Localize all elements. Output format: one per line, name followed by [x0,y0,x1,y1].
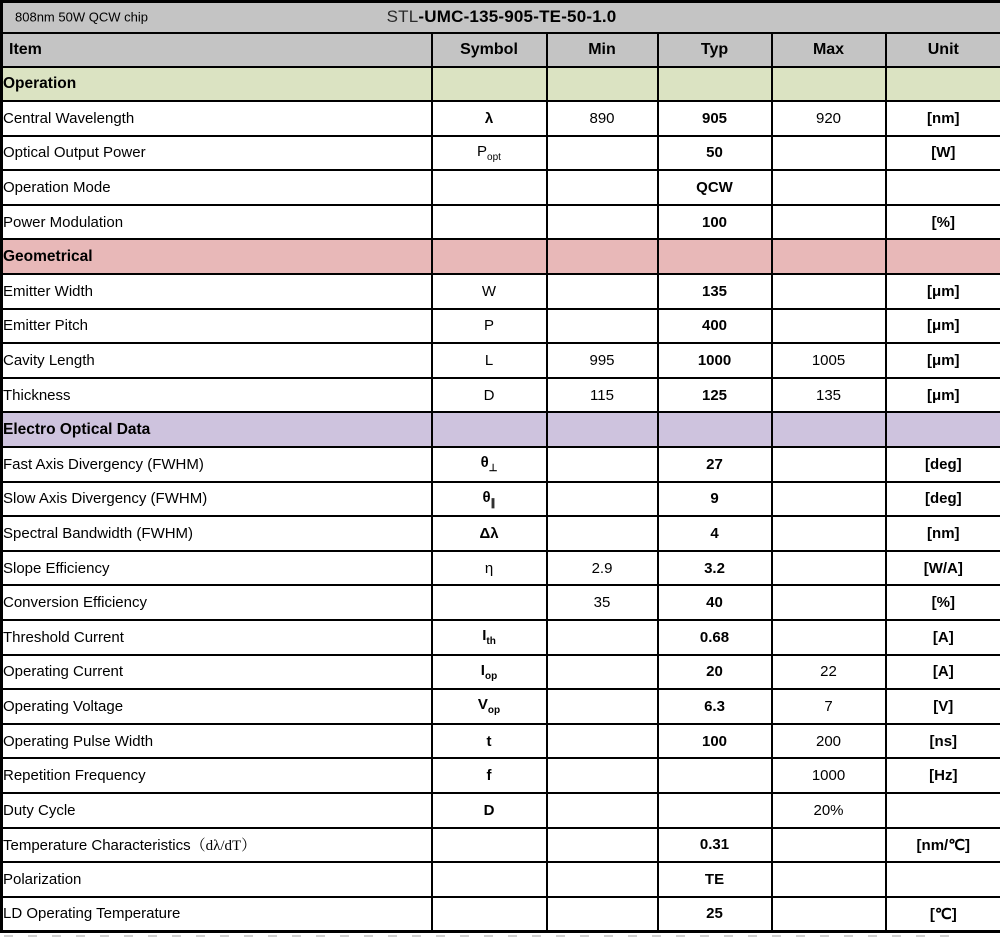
column-header-item: Item [2,33,432,67]
symbol-base: V [477,696,488,714]
item-cell: Polarization [2,862,432,897]
section-title-cell [2,67,432,102]
spec-row [2,205,1000,240]
unit-cell: [deg] [886,447,1000,482]
min-cell: 995 [547,343,658,378]
part-number-title [387,7,617,26]
item-cell: Power Modulation [2,205,432,240]
typ-cell [658,793,772,828]
typ-cell: QCW [658,170,772,205]
symbol-cell [432,585,547,620]
item-cell: Optical Output Power [2,136,432,171]
symbol-subscript: ∥ [490,497,496,509]
min-cell [547,897,658,932]
typ-cell: 100 [658,724,772,759]
typ-cell: 400 [658,309,772,344]
symbol-cell [432,793,547,828]
symbol-cell [432,828,547,863]
symbol-subscript: ⊥ [488,463,498,475]
symbol-cell [432,758,547,793]
unit-cell: [μm] [886,274,1000,309]
spec-row [2,482,1000,517]
section-title-cell [2,239,432,274]
section-empty-cell [547,412,658,447]
max-cell [772,447,886,482]
max-cell: 920 [772,101,886,136]
item-formula-note: （dλ/dT） [190,838,257,855]
max-cell [772,309,886,344]
unit-cell: [μm] [886,309,1000,344]
min-cell: 115 [547,378,658,413]
symbol-subscript: opt [487,151,501,163]
item-cell: Conversion Efficiency [2,585,432,620]
min-cell [547,170,658,205]
max-cell [772,205,886,240]
max-cell: 135 [772,378,886,413]
symbol-cell [432,101,547,136]
typ-cell: 905 [658,101,772,136]
item-cell: Cavity Length [2,343,432,378]
section-empty-cell [658,239,772,274]
typ-cell: 125 [658,378,772,413]
symbol-cell [432,620,547,655]
symbol-cell [432,274,547,309]
unit-cell: [W/A] [886,551,1000,586]
symbol-base: P [483,317,494,335]
min-cell [547,482,658,517]
symbol-cell [432,516,547,551]
unit-cell: [nm] [886,516,1000,551]
min-cell: 2.9 [547,551,658,586]
min-cell [547,136,658,171]
section-empty-cell [432,67,547,102]
symbol-cell [432,309,547,344]
typ-cell: 3.2 [658,551,772,586]
item-cell: Operating Voltage [2,689,432,724]
column-header-max: Max [772,33,886,67]
min-cell [547,862,658,897]
max-cell [772,170,886,205]
section-empty-cell [886,67,1000,102]
section-label: Electro Optical Data [3,420,151,438]
unit-cell: [℃] [886,897,1000,932]
section-empty-cell [547,239,658,274]
min-cell: 35 [547,585,658,620]
min-cell [547,205,658,240]
unit-cell [886,793,1000,828]
symbol-cell [432,205,547,240]
min-cell [547,689,658,724]
item-cell: Duty Cycle [2,793,432,828]
typ-cell: 27 [658,447,772,482]
item-cell: Slope Efficiency [2,551,432,586]
typ-cell: 4 [658,516,772,551]
unit-cell: [nm] [886,101,1000,136]
max-cell: 22 [772,655,886,690]
unit-cell: [Hz] [886,758,1000,793]
symbol-cell [432,897,547,932]
section-empty-cell [658,67,772,102]
unit-cell: [μm] [886,378,1000,413]
section-empty-cell [658,412,772,447]
max-cell [772,862,886,897]
unit-cell: [%] [886,205,1000,240]
symbol-cell [432,862,547,897]
symbol-cell [432,447,547,482]
item-cell: Repetition Frequency [2,758,432,793]
spec-row [2,689,1000,724]
item-cell: Temperature Characteristics（dλ/dT） [2,828,432,863]
item-cell: Thickness [2,378,432,413]
section-empty-cell [772,412,886,447]
symbol-cell [432,655,547,690]
item-cell: Operation Mode [2,170,432,205]
symbol-base: θ [482,488,491,506]
symbol-base: θ [480,454,489,472]
symbol-cell [432,378,547,413]
column-header-typ: Typ [658,33,772,67]
spec-row [2,447,1000,482]
symbol-base: D [483,801,495,819]
section-empty-cell [886,239,1000,274]
symbol-cell [432,343,547,378]
min-cell [547,828,658,863]
typ-cell: 135 [658,274,772,309]
spec-row [2,101,1000,136]
spec-row [2,274,1000,309]
chip-type-label: 808nm 50W QCW chip [15,9,148,25]
min-cell [547,447,658,482]
spec-row [2,551,1000,586]
unit-cell: [deg] [886,482,1000,517]
typ-cell: 40 [658,585,772,620]
section-label: Operation [3,74,77,92]
typ-cell: 100 [658,205,772,240]
max-cell [772,482,886,517]
spec-row [2,655,1000,690]
section-empty-cell [547,67,658,102]
item-cell: Operating Current [2,655,432,690]
column-header-row [2,33,1000,67]
spec-row [2,828,1000,863]
min-cell [547,516,658,551]
symbol-cell [432,170,547,205]
min-cell [547,724,658,759]
unit-cell [886,170,1000,205]
spec-row [2,309,1000,344]
max-cell: 7 [772,689,886,724]
typ-cell: 1000 [658,343,772,378]
section-empty-cell [432,239,547,274]
item-cell: Operating Pulse Width [2,724,432,759]
item-cell: Emitter Width [2,274,432,309]
symbol-base: I [480,661,485,679]
spec-row [2,620,1000,655]
max-cell [772,897,886,932]
spec-row [2,516,1000,551]
item-cell: Threshold Current [2,620,432,655]
part-number-main: -UMC-135-905-TE-50-1.0 [418,7,617,27]
section-empty-cell [886,412,1000,447]
symbol-base: Δλ [479,525,499,543]
typ-cell: 20 [658,655,772,690]
typ-cell: 50 [658,136,772,171]
section-title-cell [2,412,432,447]
item-cell: Emitter Pitch [2,309,432,344]
item-cell: Fast Axis Divergency (FWHM) [2,447,432,482]
part-number-prefix: STL [386,7,419,27]
unit-cell: [W] [886,136,1000,171]
symbol-cell [432,136,547,171]
section-empty-cell [432,412,547,447]
spec-table-body [2,67,1000,932]
unit-cell: [A] [886,620,1000,655]
spec-row [2,724,1000,759]
min-cell [547,655,658,690]
title-row [2,2,1000,33]
symbol-cell [432,689,547,724]
min-cell [547,274,658,309]
max-cell [772,828,886,863]
symbol-cell [432,551,547,586]
typ-cell [658,758,772,793]
max-cell [772,136,886,171]
section-row [2,239,1000,274]
unit-cell: [nm/℃] [886,828,1000,863]
typ-cell: 9 [658,482,772,517]
min-cell [547,758,658,793]
typ-cell: TE [658,862,772,897]
item-cell: Spectral Bandwidth (FWHM) [2,516,432,551]
spec-row [2,170,1000,205]
symbol-base: L [484,352,494,370]
unit-cell: [μm] [886,343,1000,378]
max-cell: 1000 [772,758,886,793]
typ-cell: 0.31 [658,828,772,863]
symbol-subscript: th [486,636,496,648]
min-cell [547,620,658,655]
unit-cell: [A] [886,655,1000,690]
symbol-base: P [477,142,488,160]
symbol-subscript: op [487,705,501,717]
unit-cell: [V] [886,689,1000,724]
max-cell: 200 [772,724,886,759]
symbol-cell [432,724,547,759]
symbol-base: λ [484,109,494,127]
section-empty-cell [772,239,886,274]
symbol-base: t [486,732,492,750]
unit-cell [886,862,1000,897]
max-cell [772,516,886,551]
spec-row [2,136,1000,171]
unit-cell: [%] [886,585,1000,620]
symbol-base: I [482,627,487,645]
section-label: Geometrical [3,247,93,265]
min-cell: 890 [547,101,658,136]
typ-cell: 0.68 [658,620,772,655]
spec-row [2,793,1000,828]
column-header-unit: Unit [886,33,1000,67]
typ-cell: 6.3 [658,689,772,724]
max-cell: 20% [772,793,886,828]
max-cell: 1005 [772,343,886,378]
max-cell [772,274,886,309]
symbol-cell [432,482,547,517]
column-header-symbol: Symbol [432,33,547,67]
symbol-subscript: op [484,670,498,682]
spec-row [2,378,1000,413]
column-header-min: Min [547,33,658,67]
symbol-base: W [481,282,497,300]
section-row [2,67,1000,102]
item-cell: Central Wavelength [2,101,432,136]
spec-row [2,862,1000,897]
spec-row [2,897,1000,932]
typ-cell: 25 [658,897,772,932]
item-cell: Slow Axis Divergency (FWHM) [2,482,432,517]
symbol-base: D [483,386,495,404]
section-row [2,412,1000,447]
spec-row [2,585,1000,620]
min-cell [547,309,658,344]
unit-cell: [ns] [886,724,1000,759]
cutoff-artifact-strip [4,935,964,937]
max-cell [772,585,886,620]
min-cell [547,793,658,828]
max-cell [772,620,886,655]
spec-row [2,758,1000,793]
symbol-base: η [484,559,494,577]
max-cell [772,551,886,586]
symbol-base: f [486,767,492,785]
title-cell [2,2,1000,33]
section-empty-cell [772,67,886,102]
item-cell: LD Operating Temperature [2,897,432,932]
spec-row [2,343,1000,378]
